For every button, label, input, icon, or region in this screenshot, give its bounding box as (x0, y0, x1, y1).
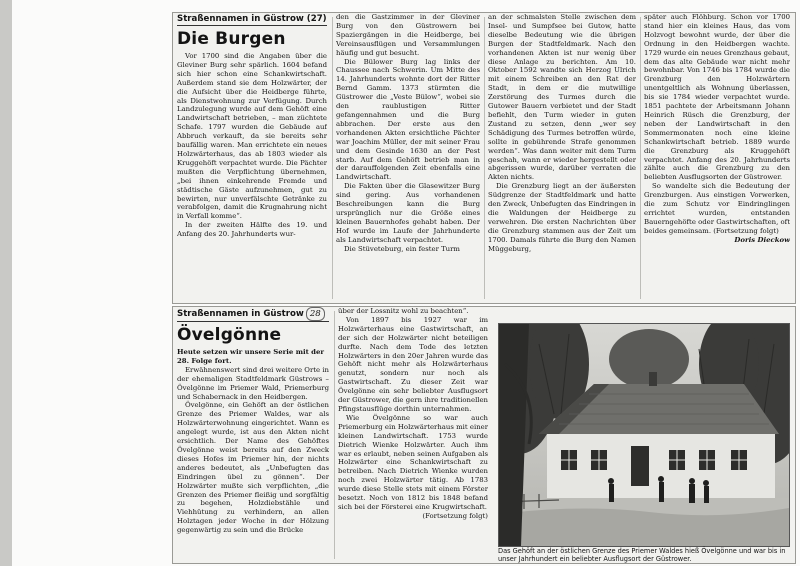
article-die-burgen (172, 12, 796, 304)
article2-column-2 (338, 307, 488, 561)
column-rule (334, 311, 335, 559)
article-oevelgoenne (172, 306, 796, 564)
column-rule (332, 17, 333, 299)
paragraph: So wandelte sich die Bedeutung der Grenzburgen. Aus einstigen Vorwerken, die zum Schutz vor Eindringlingen errichtet wurden, entstanden Bauerngehöfte oder Gastwirtschaften, oft beides gemeinsam. (Fortsetzung folgt) (644, 182, 790, 235)
paragraph: über der Lossnitz wohl zu beachten“. (338, 307, 469, 315)
paragraph: Von 1897 bis 1927 war im Holzwärterhaus eine Gastwirtschaft, an der sich der Holzwärter nicht beteiligen durfte. Nach dem Tode des letzten Holzwärters in den 20er Jahren wurde das Gehöft nicht mehr als Holzwärterhaus genutzt, sondern nur noch als Gastwirtschaft. Zu dieser Zeit war Övelgönne ein sehr beliebter Ausflugsort der Güstrower, die gern ihre traditionellen Pfingstausflüge dorthin unternahmen. (338, 315, 488, 413)
paragraph: Vor 1700 sind die Angaben über die Gleviner Burg sehr spärlich. 1604 befand sich hier schon eine Schankwirtschaft. Außerdem stand sie dem Holzwärter, der die Aufsicht über die Heidberge führte, als Dienstwohnung zur Verfügung. Durch Landzulegung wurde auf dem Gehöft eine Landwirtschaft betrieben, – man züchtete Schafe. 1797 wurden die Gebäude auf Abbruch verkauft, da sie bereits sehr baufällig waren. Man errichtete ein neues Holzwärterhaus, das ab 1803 wieder als Kruggehöft verpachtet wurde. Die Pächter mußten die Verpflichtung übernehmen, „bei ihnen einkehrende Fremde und städtische Gäste aufzunehmen, gut zu bewirten, nur unverfälschte Getränke zu verabfolgen, damit die Krugnahrung nicht in Verfall komme“. (177, 52, 327, 221)
article1-column-4 (644, 13, 790, 299)
article1-column-2 (336, 13, 480, 299)
photo-oevelgoenne-farmstead (498, 323, 790, 547)
paragraph: an der schmalsten Stelle zwischen dem Insel- und Sumpfsee bei Gutow, hatte dieselbe Bedeutung wie die übrigen Burgen der Stadtfeldmark. Nach den vorhandenen Akten ist nur wenig über diese Anlage zu berichten. Am 10. Oktober 1592 wandte sich Herzog Ulrich mit einem Schreiben an den Rat der Stadt, in dem er die mutwillige Zerstörung des Turmes durch die Gutower Bauern verbietet und der Stadt befiehlt, den Turm wieder in guten Zustand zu setzen, denn „wer sey Schädigung des Turmes betroffen würde, sollte in gebührende Strafe genommen werden“. Was dann weiter mit dem Turm geschah, wann er wieder hergestellt oder abgerissen wurde, darüber verraten die Akten nichts. (488, 13, 636, 182)
paragraph: den die Gastzimmer in der Gleviner Burg von den Güstrowern bei Spaziergängen in die Heidberge, bei Vereinsausflügen und Versammlungen häufig und gut besucht. (336, 13, 480, 57)
article1-column-3 (488, 13, 636, 299)
headline: Die Burgen (177, 29, 286, 49)
handwritten-series-number: 28 (306, 307, 325, 321)
series-label: Straßennamen in Güstrow (27) (177, 14, 327, 24)
headline: Övelgönne (177, 325, 282, 345)
series-label-text: Straßennamen in Güstrow (177, 309, 304, 319)
photo-caption: Das Gehöft an der östlichen Grenze des Priemer Waldes hieß Övelgönne und war bis in unser Jahrhundert ein beliebter Ausflugsort der Güstrower. (498, 547, 786, 563)
paragraph: Die Bülower Burg lag links der Chaussee nach Schwerin. Um Mitte des 14. Jahrhunderts wohnte dort der Ritter Bernd Gamm. 1373 stürmten die Güstrower die „Veste Bülow“, wobei sie den raublustigen Ritter gefangennahmen und die Burg abbrachen. Der erste aus den vorhandenen Akten ersichtliche Pächter war Joachim Müller, der mit seiner Frau und dem Gesinde 1630 an der Pest starb. Auf dem Gehöft betrieb man in der darauffolgenden Zeit ebenfalls eine Landwirtschaft. (336, 57, 480, 182)
article2-column-1 (177, 307, 329, 561)
paragraph: Erwähnenswert sind drei weitere Orte in der ehemaligen Stadtfeldmark Güstrows – Övelgönne im Priemer Wald, Priemerburg und Schabernack in den Heidbergen. (177, 365, 329, 401)
byline: Doris Dieckow (734, 235, 790, 244)
paragraph: Die Fakten über die Glasewitzer Burg sind gering. Aus vorhandenen Beschreibungen kann die Burg ursprünglich nur die Größe eines kleinen Bauernhofes gehabt haben. Der Hof wurde im Laufe der Jahrhunderte als Landwirtschaft verpachtet. (336, 182, 480, 244)
continuation-note: (Fortsetzung folgt) (422, 511, 488, 520)
scan-edge (0, 0, 12, 566)
paragraph: In der zweiten Hälfte des 19. und Anfang des 20. Jahrhunderts wur- (177, 221, 327, 239)
paragraph: Wie Övelgönne so war auch Priemerburg ein Holzwärterhaus mit einer kleinen Landwirtschaft. 1753 wurde Dietrich Wienke Holzwärter. Auch ihm war es erlaubt, neben seinen Aufgaben als Holzwärter eine Schankwirtschaft zu betreiben. Nach Dietrich Wienke wurden noch zwei Holzwärter tätig. Ab 1783 wurde diese Stelle stets mit einem Förster besetzt. Noch von 1812 bis 1848 befand sich bei der Försterei eine Krugwirtschaft. (338, 413, 488, 511)
column-rule (484, 17, 485, 299)
paragraph: Die Stüveteburg, ein fester Turm (344, 244, 460, 253)
paragraph: später auch Flöhburg. Schon vor 1700 stand hier ein kleines Haus, das vom Holzvogt bewohnt wurde, der über die Ordnung in den Heidbergen wachte. 1729 wurde ein neues Grenzhaus gebaut, dem das alte Gebäude war nicht mehr bewohnbar. Von 1746 bis 1784 wurde die Grenzburg den Holzwärtern unentgeltlich als Wohnung überlassen, bis sie 1784 wieder verpachtet wurde. 1851 pachtete der Arbeitsmann Johann Heinrich Rüsch die Grenzburg, der neben der Landwirtschaft in den Sommermonaten noch eine kleine Schankwirtschaft betrieb. 1889 wurde die Grenzburg als Kruggehöft verpachtet. Anfang des 20. Jahrhunderts zählte auch die Grenzburg zu den beliebten Ausflugsorten der Güstrower. (644, 13, 790, 182)
series-label (177, 307, 329, 322)
column-rule (640, 17, 641, 299)
paragraph: Die Grenzburg liegt an der äußersten Südgrenze der Stadtfeldmark und hatte den Zweck, Unbefugten das Eindringen in die Waldungen der Heidberge zu verwehren. Die ersten Nachrichten über die Grenzburg stammen aus der Zeit um 1700. Damals führte die Burg den Namen Müggeburg, (488, 182, 636, 253)
article1-column-1 (177, 13, 327, 299)
paragraph: Övelgönne, ein Gehöft an der östlichen Grenze des Priemer Waldes, war als Holzwärterwohnung eingerichtet. Wann es angelegt wurde, ist aus den Akten nicht ersichtlich. Der Name des Gehöftes Övelgönne weist bereits auf den Zweck dieses Hofes im Priemer hin, der nichts anderes bedeutet, als „Unbefugten das Eindringen übel zu gönnen“. Der Holzwärter mußte sich verpflichten, „die Grenzen des Priemer fleißig und sorgfältig zu begehen, Holzdiebstähle und Viehhütung zu verhindern, an allen Holztagen jeder Woche in der Hölzung gegenwärtig zu sein und die Brücke (177, 401, 329, 535)
lead: Heute setzen wir unsere Serie mit der 28. Folge fort. (177, 348, 325, 365)
